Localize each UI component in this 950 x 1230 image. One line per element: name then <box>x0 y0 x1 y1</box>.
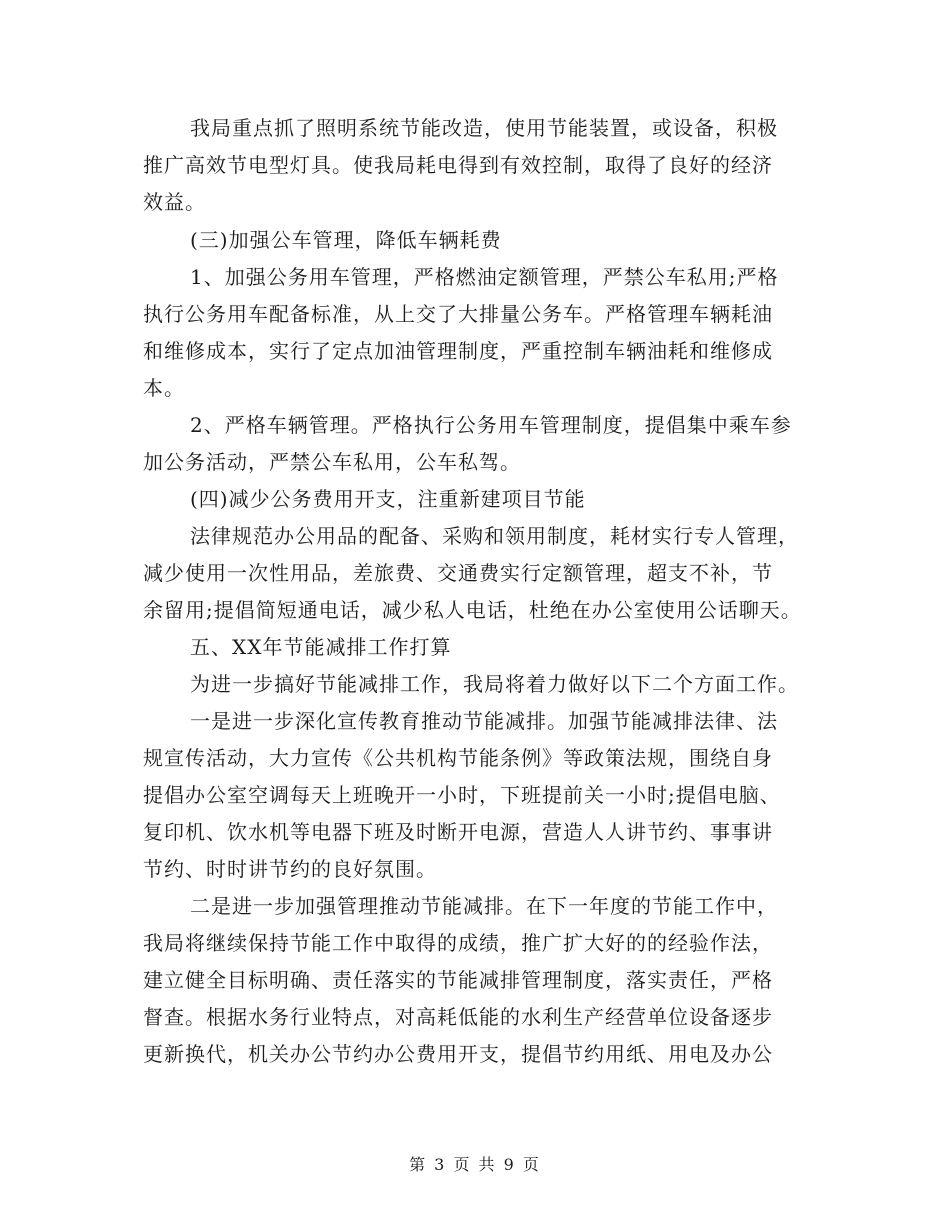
paragraph-line: 和维修成本，实行了定点加油管理制度，严重控制车辆油耗和维修成 <box>143 339 773 363</box>
paragraph-line: 规宣传活动，大力宣传《公共机构节能条例》等政策法规，围绕自身 <box>143 746 773 770</box>
paragraph-line: 加公务活动，严禁公车私用，公车私驾。 <box>143 450 521 474</box>
paragraph-line: 更新换代，机关办公节约办公费用开支，提倡节约用纸、用电及办公 <box>143 1042 773 1066</box>
paragraph-line: 二是进一步加强管理推动节能减排。在下一年度的节能工作中， <box>190 894 778 918</box>
paragraph-line: 为进一步搞好节能减排工作，我局将着力做好以下二个方面工作。 <box>190 672 799 696</box>
section-heading: 五、XX年节能减排工作打算 <box>190 635 452 659</box>
page-number-footer: 第 3 页 共 9 页 <box>409 1155 541 1174</box>
paragraph-line: 我局重点抓了照明系统节能改造，使用节能装置，或设备，积极 <box>190 116 778 140</box>
paragraph-line: 减少使用一次性用品，差旅费、交通费实行定额管理，超支不补，节 <box>143 561 773 585</box>
section-heading: (四)减少公务费用开支，注重新建项目节能 <box>190 487 586 511</box>
paragraph-line: 推广高效节电型灯具。使我局耗电得到有效控制，取得了良好的经济 <box>143 153 773 177</box>
paragraph-line: 效益。 <box>143 190 206 214</box>
paragraph-line: 一是进一步深化宣传教育推动节能减排。加强节能减排法律、法 <box>190 709 778 733</box>
paragraph-line: 我局将继续保持节能工作中取得的成绩，推广扩大好的的经验作法， <box>143 931 773 955</box>
section-heading: (三)加强公车管理，降低车辆耗费 <box>190 228 502 252</box>
paragraph-line: 建立健全目标明确、责任落实的节能减排管理制度，落实责任，严格 <box>143 968 773 992</box>
paragraph-line: 2、严格车辆管理。严格执行公务用车管理制度，提倡集中乘车参 <box>190 413 792 437</box>
paragraph-line: 复印机、饮水机等电器下班及时断开电源，营造人人讲节约、事事讲 <box>143 820 773 844</box>
paragraph-line: 余留用;提倡简短通电话，减少私人电话，杜绝在办公室使用公话聊天。 <box>143 598 802 622</box>
paragraph-line: 本。 <box>143 376 185 400</box>
paragraph-line: 1、加强公务用车管理，严格燃油定额管理，严禁公车私用;严格 <box>190 265 779 289</box>
paragraph-line: 节约、时时讲节约的良好氛围。 <box>143 857 437 881</box>
paragraph-line: 执行公务用车配备标准，从上交了大排量公务车。严格管理车辆耗油 <box>143 302 773 326</box>
paragraph-line: 督查。根据水务行业特点，对高耗低能的水利生产经营单位设备逐步 <box>143 1005 773 1029</box>
paragraph-line: 法律规范办公用品的配备、采购和领用制度，耗材实行专人管理， <box>190 524 799 548</box>
paragraph-line: 提倡办公室空调每天上班晚开一小时，下班提前关一小时;提倡电脑、 <box>143 783 781 807</box>
